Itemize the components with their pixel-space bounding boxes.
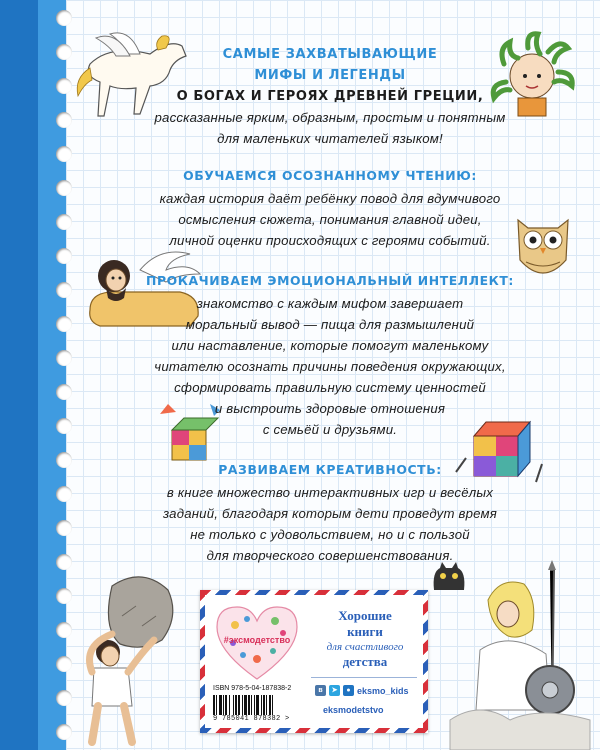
binder-hole xyxy=(56,724,72,740)
intro-headline-line-2: МИФЫ И ЛЕГЕНДЫ xyxy=(254,68,406,83)
intro-headline-line-1: САМЫЕ ЗАХВАТЫВАЮЩИЕ xyxy=(222,47,438,62)
postcard-title-line-1: Хорошие xyxy=(338,608,392,623)
barcode-bar xyxy=(233,695,234,715)
section-reading-line-3: личной оценки происходящих с героями событий. xyxy=(169,233,491,248)
barcode-bar xyxy=(263,695,265,715)
section-reading-line-1: каждая история даёт ребёнку повод для вдумчивого xyxy=(159,191,501,206)
vk-icon[interactable]: в xyxy=(315,685,326,696)
barcode-bar xyxy=(251,695,252,715)
publisher-website[interactable]: eksmodetstvo xyxy=(323,705,384,715)
barcode-bar xyxy=(223,695,224,715)
barcode-bar xyxy=(213,695,215,715)
section-emotional-line-4: читателю осознать причины поведения окружающих, xyxy=(154,359,506,374)
hashtag-text: #эксмодетство xyxy=(223,635,291,645)
section-emotional-line-3: или наставление, которые помогут маленькому xyxy=(171,338,489,353)
postcard-title-line-2: книги xyxy=(347,624,383,639)
barcode-bar xyxy=(248,695,250,715)
publisher-postcard xyxy=(200,590,428,733)
social-handle[interactable]: eksmo_kids xyxy=(357,685,409,696)
heart-logo-icon xyxy=(213,603,301,681)
barcode-bar xyxy=(238,695,240,715)
binder-hole xyxy=(56,520,72,536)
barcode-bar xyxy=(216,695,217,715)
section-creativity-line-3: не только с удовольствием, но и с пользой xyxy=(190,527,470,542)
hercules-rock-illustration xyxy=(72,556,192,750)
barcode-bar xyxy=(229,695,230,715)
binder-hole xyxy=(56,486,72,502)
intro-headline-line-3: О БОГАХ И ГЕРОЯХ ДРЕВНЕЙ ГРЕЦИИ, xyxy=(176,89,484,104)
barcode-bar xyxy=(269,695,271,715)
section-reading-heading: ОБУЧАЕМСЯ ОСОЗНАННОМУ ЧТЕНИЮ: xyxy=(183,168,477,183)
intro-body-line-2: для маленьких читателей языком! xyxy=(217,131,443,146)
barcode-number: 9 785041 878382 > xyxy=(213,715,290,723)
binder-hole xyxy=(56,656,72,672)
barcode-bar xyxy=(256,695,259,715)
section-creativity-heading: РАЗВИВАЕМ КРЕАТИВНОСТЬ: xyxy=(218,462,442,477)
section-creativity-line-1: в книге множество интерактивных игр и весёлых xyxy=(166,485,494,500)
section-reading-line-2: осмысления сюжета, понимания главной идеи, xyxy=(178,212,482,227)
barcode-bar xyxy=(266,695,267,715)
pinterest-icon[interactable]: ● xyxy=(343,685,354,696)
telegram-icon[interactable]: ➤ xyxy=(329,685,340,696)
section-emotional-line-1: знакомство с каждым мифом завершает xyxy=(196,296,464,311)
barcode-bar xyxy=(235,695,237,715)
barcode-bar xyxy=(242,695,243,715)
postcard-title xyxy=(310,608,420,670)
section-creativity-line-2: заданий, благодаря которым дети проведут время xyxy=(162,506,497,521)
binder-hole xyxy=(56,622,72,638)
isbn-label: ISBN 978-5-04-187838-2 xyxy=(213,685,292,692)
binder-hole xyxy=(56,214,72,230)
social-links xyxy=(315,685,409,696)
section-emotional-line-7: с семьёй и друзьями. xyxy=(262,422,398,437)
binder-hole xyxy=(56,554,72,570)
binder-hole xyxy=(56,350,72,366)
barcode xyxy=(213,695,305,715)
binder-hole xyxy=(56,418,72,434)
barcode-bar xyxy=(244,695,247,715)
binder-hole xyxy=(56,180,72,196)
barcode-bar xyxy=(261,695,262,715)
binder-hole xyxy=(56,146,72,162)
section-emotional-line-5: сформировать правильную систему ценностей xyxy=(174,380,486,395)
postcard-title-line-4: детства xyxy=(342,654,388,669)
section-creativity-line-4: для творческого совершенствования. xyxy=(206,548,454,563)
postcard-title-line-3: для счастливого xyxy=(326,641,404,653)
section-emotional-line-2: моральный вывод — пища для размышлений xyxy=(185,317,475,332)
binder-hole xyxy=(56,588,72,604)
intro-body-line-1: рассказанные ярким, образным, простым и понятным xyxy=(154,110,506,125)
binder-hole xyxy=(56,690,72,706)
binder-hole xyxy=(56,384,72,400)
barcode-bar xyxy=(219,695,222,715)
binder-hole xyxy=(56,452,72,468)
postcard-address-line xyxy=(311,677,417,678)
section-emotional-line-6: и выстроить здоровые отношения xyxy=(214,401,446,416)
barcode-bar xyxy=(225,695,227,715)
barcode-bar xyxy=(254,695,255,715)
barcode-bar xyxy=(272,695,273,715)
warrior-goddess-illustration xyxy=(450,570,590,750)
section-emotional-heading: ПРОКАЧИВАЕМ ЭМОЦИОНАЛЬНЫЙ ИНТЕЛЛЕКТ: xyxy=(145,273,514,288)
